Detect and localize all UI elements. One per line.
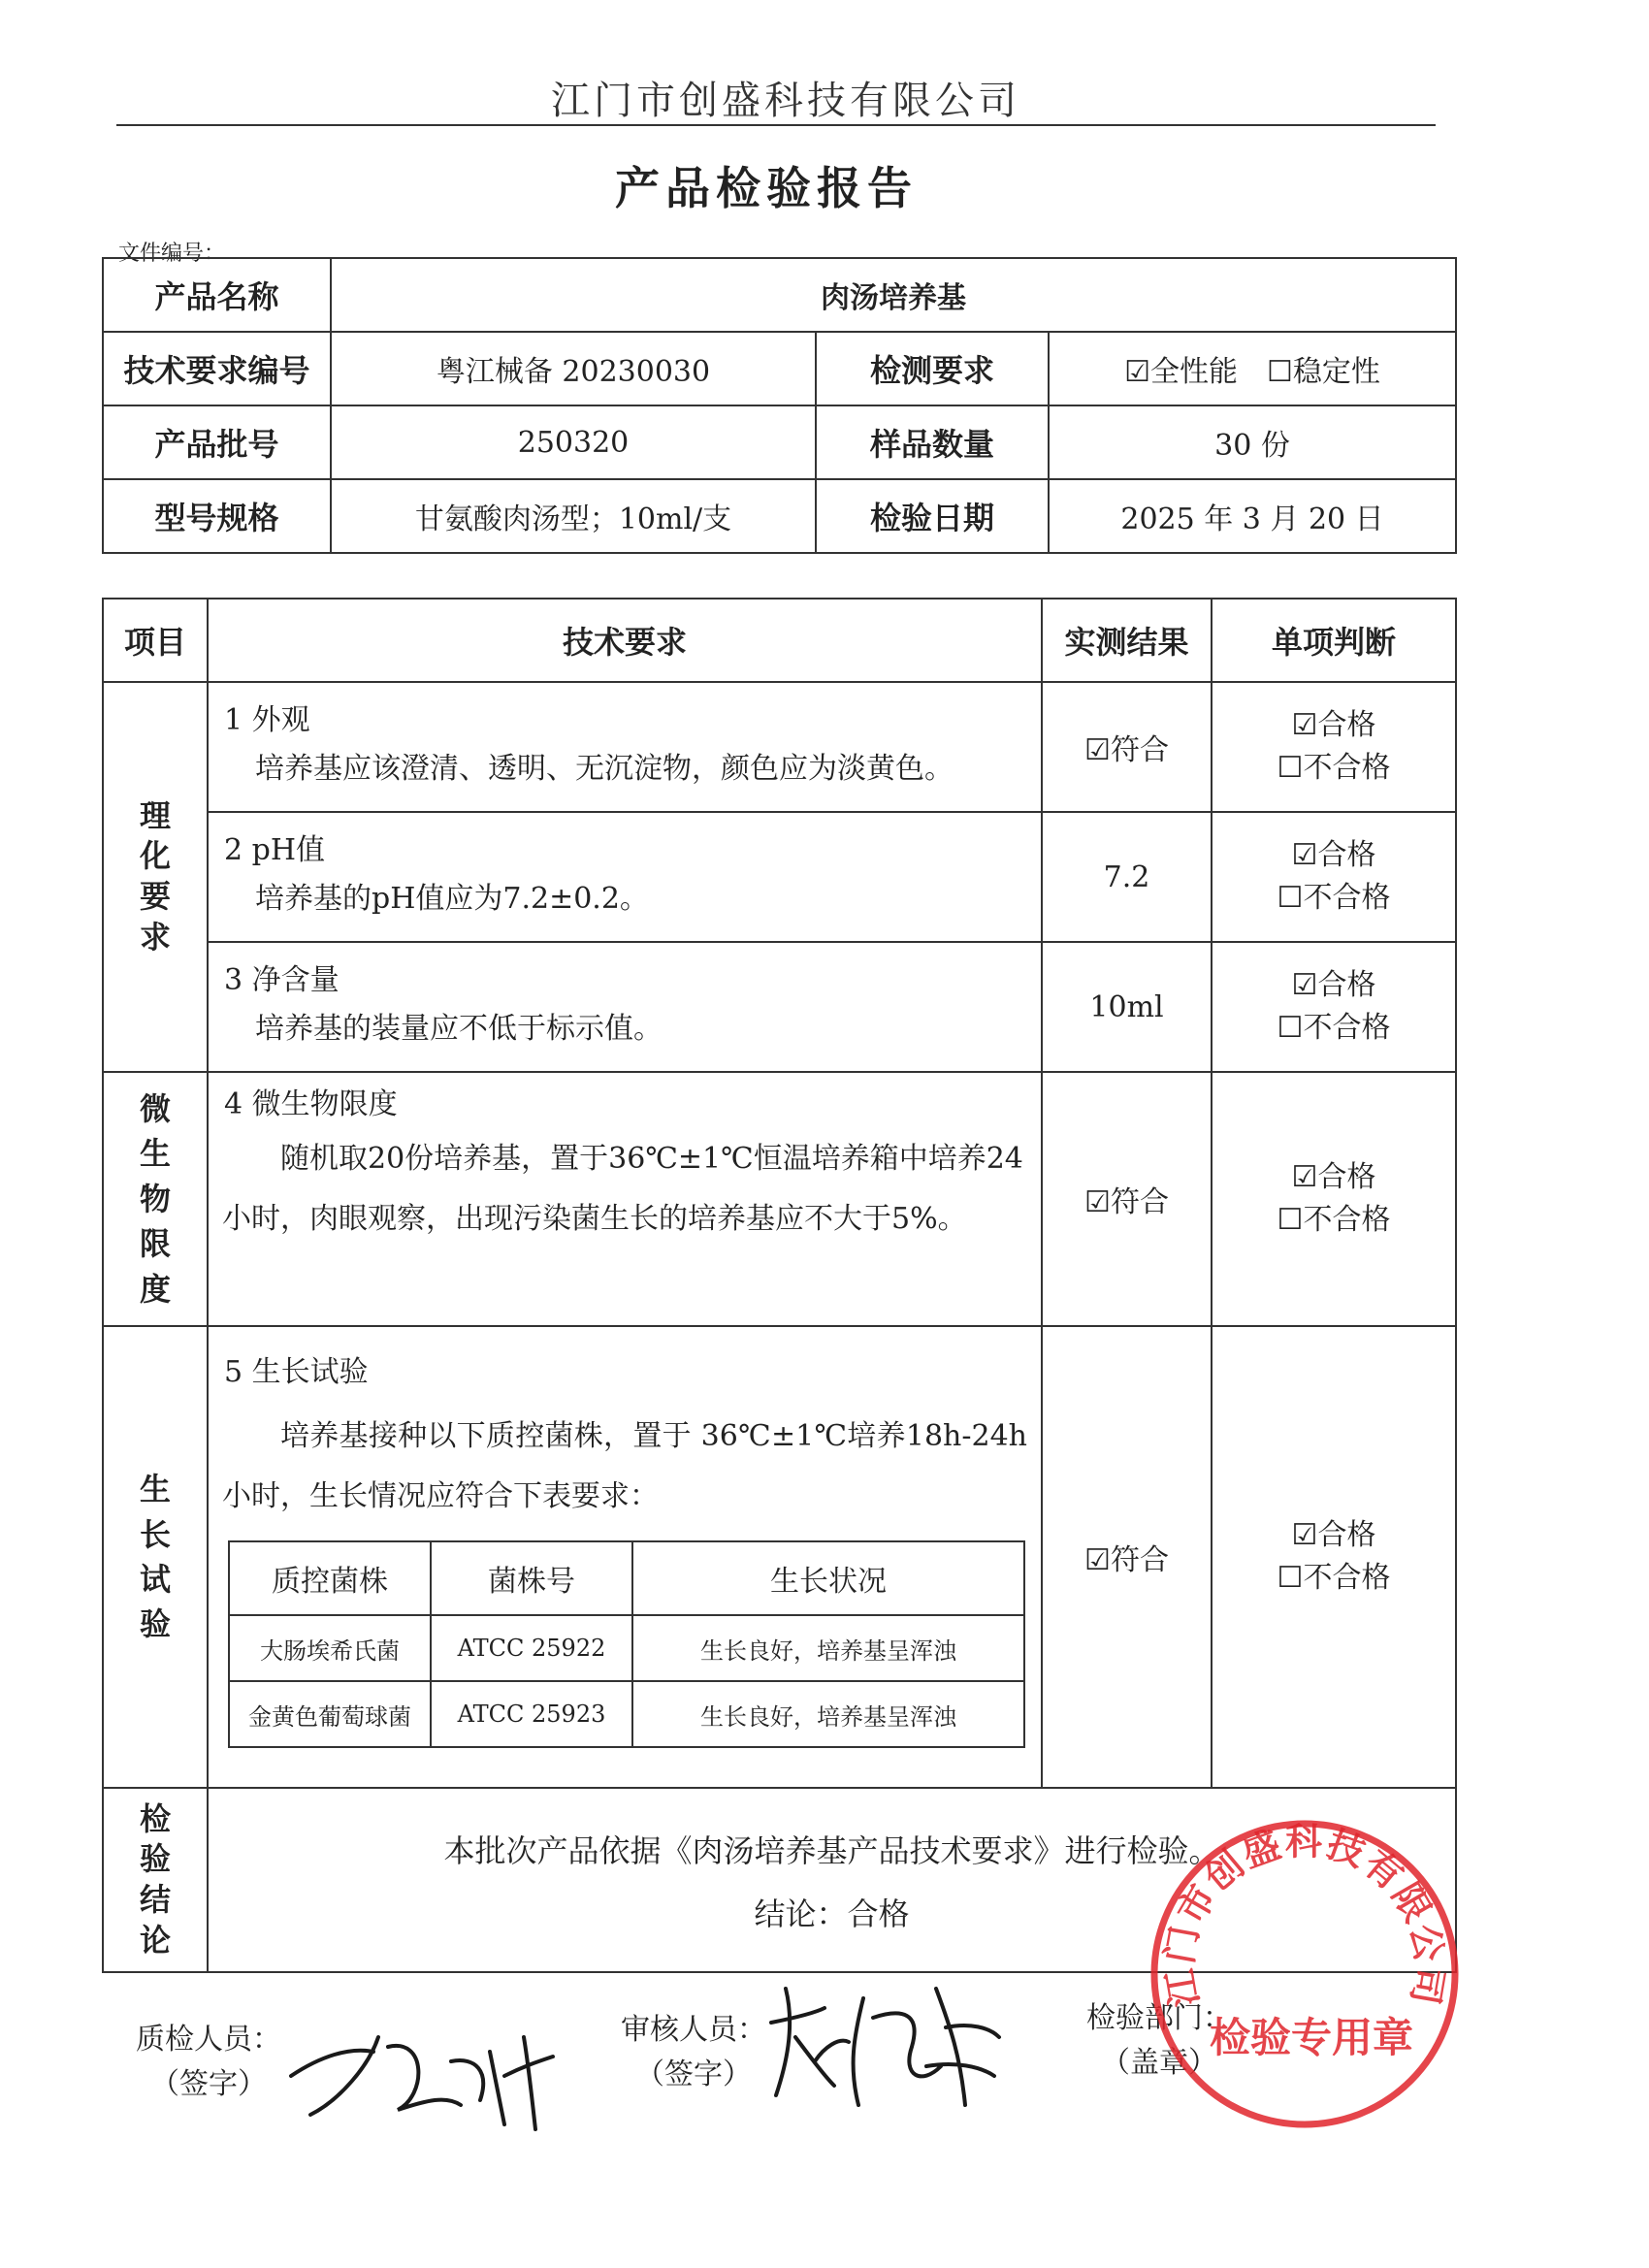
judge-pass: ☑合格 — [1291, 968, 1376, 1002]
dept-label: 检验部门： — [1086, 2001, 1232, 2035]
judge-growth — [1212, 1326, 1456, 1788]
info-row-batch — [103, 405, 1456, 479]
inspector-signature-block — [136, 2018, 281, 2107]
category-growth-label: 生长试验 — [139, 1471, 171, 1643]
col-header-item: 项目 — [103, 599, 208, 682]
req-title: 5 生长试验 — [224, 1355, 369, 1389]
col-header-req: 技术要求 — [208, 599, 1042, 682]
col-header-judge: 单项判断 — [1212, 599, 1456, 682]
category-conclusion-label: 检验结论 — [139, 1799, 171, 1959]
req-growth — [208, 1326, 1042, 1788]
test-date-label: 检验日期 — [816, 479, 1049, 553]
batch-value: 250320 — [331, 405, 816, 479]
result-net-content: 10ml — [1042, 942, 1212, 1072]
spec-row-microbial — [103, 1072, 1456, 1326]
test-req-label: 检测要求 — [816, 332, 1049, 405]
spec-row-appearance — [103, 682, 1456, 812]
result-appearance: ☑符合 — [1042, 682, 1212, 812]
req-body: 培养基应该澄清、透明、无沉淀物，颜色应为淡黄色。 — [255, 752, 954, 786]
dept-sub: （盖章） — [1101, 2046, 1217, 2080]
sample-qty-label: 样品数量 — [816, 405, 1049, 479]
req-appearance — [208, 682, 1042, 812]
req-body: 培养基接种以下质控菌株，置于 36℃±1℃培养18h-24h 小时，生长情况应符合下表要求： — [222, 1419, 1027, 1513]
req-title: 1 外观 — [224, 703, 310, 737]
req-body: 随机取20份培养基，置于36℃±1℃恒温培养箱中培养24小时，肉眼观察，出现污染菌生长的培养基应不大于5%。 — [222, 1142, 1023, 1236]
strain-row — [229, 1615, 1024, 1681]
test-date-value: 2025 年 3 月 20 日 — [1049, 479, 1456, 553]
judge-microbial — [1212, 1072, 1456, 1326]
model-label: 型号规格 — [103, 479, 331, 553]
company-seal-icon — [1145, 1814, 1465, 2134]
spec-row-net-content — [103, 942, 1456, 1072]
strain-code: ATCC 25923 — [431, 1681, 632, 1747]
header-divider — [116, 124, 1436, 126]
product-name-label: 产品名称 — [103, 258, 331, 332]
svg-text:江门市创盛科技有限公司 — [1158, 1820, 1451, 2009]
req-title: 3 净含量 — [224, 963, 340, 997]
info-row-product — [103, 258, 1456, 332]
file-number-label: 文件编号： — [118, 242, 226, 266]
spec-header-row — [103, 599, 1456, 682]
spec-table — [102, 598, 1457, 1973]
report-title: 产品检验报告 — [615, 162, 918, 214]
judge-fail: ☐不合格 — [1277, 881, 1391, 915]
judge-fail: ☐不合格 — [1277, 1011, 1391, 1045]
strain-header-row — [229, 1541, 1024, 1615]
strain-row — [229, 1681, 1024, 1747]
strain-growth: 生长良好，培养基呈浑浊 — [632, 1681, 1024, 1747]
req-body: 培养基的pH值应为7.2±0.2。 — [255, 882, 649, 916]
tech-code-label: 技术要求编号 — [103, 332, 331, 405]
inspector-label: 质检人员： — [136, 2023, 281, 2057]
reviewer-signature-block — [621, 2008, 766, 2097]
info-row-model — [103, 479, 1456, 553]
req-ph — [208, 812, 1042, 942]
model-value: 甘氨酸肉汤型；10ml/支 — [331, 479, 816, 553]
judge-ph — [1212, 812, 1456, 942]
col-header-result: 实测结果 — [1042, 599, 1212, 682]
req-microbial — [208, 1072, 1042, 1326]
strain-name: 大肠埃希氏菌 — [229, 1615, 431, 1681]
inspector-sub: （签字） — [150, 2067, 267, 2101]
strain-col-header: 质控菌株 — [229, 1541, 431, 1615]
result-growth: ☑符合 — [1042, 1326, 1212, 1788]
info-row-tech — [103, 332, 1456, 405]
conclusion-text: 本批次产品依据《肉汤培养基产品技术要求》进行检验。 — [443, 1832, 1220, 1869]
spec-row-ph — [103, 812, 1456, 942]
reviewer-sub: （签字） — [635, 2057, 752, 2091]
strain-name: 金黄色葡萄球菌 — [229, 1681, 431, 1747]
judge-pass: ☑合格 — [1291, 1160, 1376, 1194]
judge-pass: ☑合格 — [1291, 708, 1376, 742]
judge-pass: ☑合格 — [1291, 838, 1376, 872]
reviewer-label: 审核人员： — [621, 2013, 766, 2047]
req-title: 4 微生物限度 — [224, 1087, 398, 1121]
inspector-signature-icon — [281, 2008, 572, 2134]
judge-net-content — [1212, 942, 1456, 1072]
batch-label: 产品批号 — [103, 405, 331, 479]
judge-appearance — [1212, 682, 1456, 812]
category-conclusion — [103, 1788, 208, 1972]
company-name: 江门市创盛科技有限公司 — [551, 79, 1020, 123]
strain-table — [228, 1540, 1025, 1748]
req-body: 培养基的装量应不低于标示值。 — [255, 1012, 663, 1046]
judge-fail: ☐不合格 — [1277, 1203, 1391, 1237]
req-net-content — [208, 942, 1042, 1072]
product-name-value: 肉汤培养基 — [331, 258, 1456, 332]
category-growth — [103, 1326, 208, 1788]
test-req-value: ☑全性能 ☐稳定性 — [1049, 332, 1456, 405]
sample-qty-value: 30 份 — [1049, 405, 1456, 479]
seal-ring-text: 江门市创盛科技有限公司 — [1157, 1820, 1452, 2010]
judge-pass: ☑合格 — [1291, 1518, 1376, 1552]
strain-growth: 生长良好，培养基呈浑浊 — [632, 1615, 1024, 1681]
reviewer-signature-icon — [757, 1969, 1009, 2115]
product-info-table — [102, 257, 1457, 554]
category-physchem — [103, 682, 208, 1072]
tech-code-value: 粤江械备 20230030 — [331, 332, 816, 405]
strain-col-header: 生长状况 — [632, 1541, 1024, 1615]
strain-code: ATCC 25922 — [431, 1615, 632, 1681]
category-micro — [103, 1072, 208, 1326]
seal-center-text: 检验专用章 — [1209, 2014, 1414, 2061]
strain-col-header: 菌株号 — [431, 1541, 632, 1615]
result-ph: 7.2 — [1042, 812, 1212, 942]
spec-row-growth — [103, 1326, 1456, 1788]
category-micro-label: 微生物限度 — [139, 1090, 171, 1308]
conclusion-result: 结论：合格 — [754, 1895, 910, 1932]
req-title: 2 pH值 — [224, 833, 325, 867]
judge-fail: ☐不合格 — [1277, 751, 1391, 785]
judge-fail: ☐不合格 — [1277, 1561, 1391, 1595]
category-physchem-label: 理化要求 — [139, 796, 171, 956]
result-microbial: ☑符合 — [1042, 1072, 1212, 1326]
